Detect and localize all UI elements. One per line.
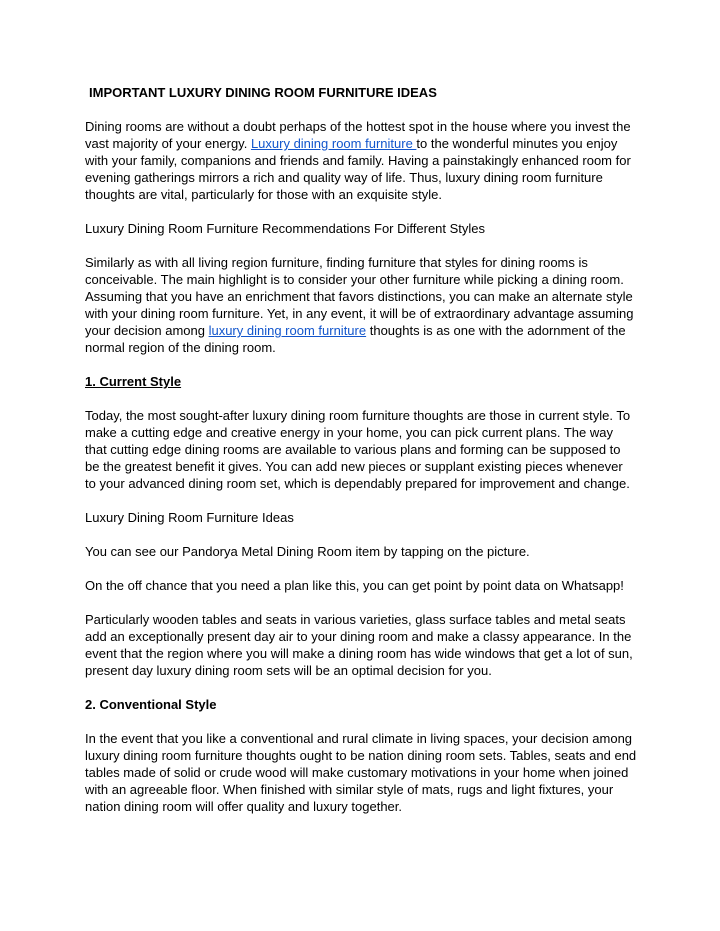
styles-text-before: Similarly as with all living region furniture, finding furniture that styles for dining rooms is conceivable. The main highlight is to consider your other furniture while picking a dining room. Assuming that you have an enrichment that favors distinctions, you can make an alternate style with your dining room furniture. Yet, in any event, it will be of extraordinary advantage assuming your decision among xyxy=(85,255,634,338)
recommendations-heading: Luxury Dining Room Furniture Recommendations For Different Styles xyxy=(85,221,486,236)
intro-paragraph xyxy=(85,118,637,203)
pandorya-paragraph: You can see our Pandorya Metal Dining Room item by tapping on the picture. xyxy=(85,544,530,559)
intro-text-before: Dining rooms are without a doubt perhaps of the hottest spot in the house where you invest the vast majority of your energy. xyxy=(85,119,631,151)
document-page xyxy=(85,84,637,832)
conventional-style-paragraph: In the event that you like a conventional and rural climate in living spaces, your decision among luxury dining room furniture thoughts ought to be nation dining room sets. Tables, seats and end tables made of solid or crude wood will make customary motivations in your home when joined with an agreeable floor. When finished with similar style of mats, rugs and light fixtures, your nation dining room will offer quality and luxury together. xyxy=(85,731,637,814)
styles-text-after: thoughts is as one with the adornment of the normal region of the dining room. xyxy=(85,323,626,355)
luxury-furniture-link-2[interactable]: luxury dining room furniture xyxy=(208,323,367,338)
whatsapp-paragraph: On the off chance that you need a plan like this, you can get point by point data on Whatsapp! xyxy=(85,578,624,593)
furniture-ideas-label: Luxury Dining Room Furniture Ideas xyxy=(85,510,294,525)
document-title: IMPORTANT LUXURY DINING ROOM FURNITURE IDEAS xyxy=(89,85,437,100)
wooden-tables-paragraph: Particularly wooden tables and seats in various varieties, glass surface tables and metal seats add an exceptionally present day air to your dining room and make a classy appearance. In the event that the region where you will make a dining room has wide windows that get a lot of sun, present day luxury dining room sets will be an optimal decision for you. xyxy=(85,612,633,678)
current-style-paragraph: Today, the most sought-after luxury dining room furniture thoughts are those in current style. To make a cutting edge and creative energy in your home, you can pick current plans. The way that cutting edge dining rooms are available to various plans and forming can be supposed to be the greatest benefit it gives. You can add new pieces or supplant existing pieces whenever to your advanced dining room set, which is dependably prepared for improvement and change. xyxy=(85,408,631,491)
section-current-style-heading: 1. Current Style xyxy=(85,374,182,389)
styles-paragraph xyxy=(85,254,637,356)
luxury-furniture-link-1[interactable]: Luxury dining room furniture xyxy=(250,136,417,151)
intro-text-after: to the wonderful minutes you enjoy with your family, companions and friends and family. Having a painstakingly enhanced room for evening gatherings mirrors a rich and quality way of life. Thus, luxury dining room furniture thoughts are vital, particularly for those with an exquisite style. xyxy=(85,136,631,202)
section-conventional-style-heading: 2. Conventional Style xyxy=(85,697,217,712)
